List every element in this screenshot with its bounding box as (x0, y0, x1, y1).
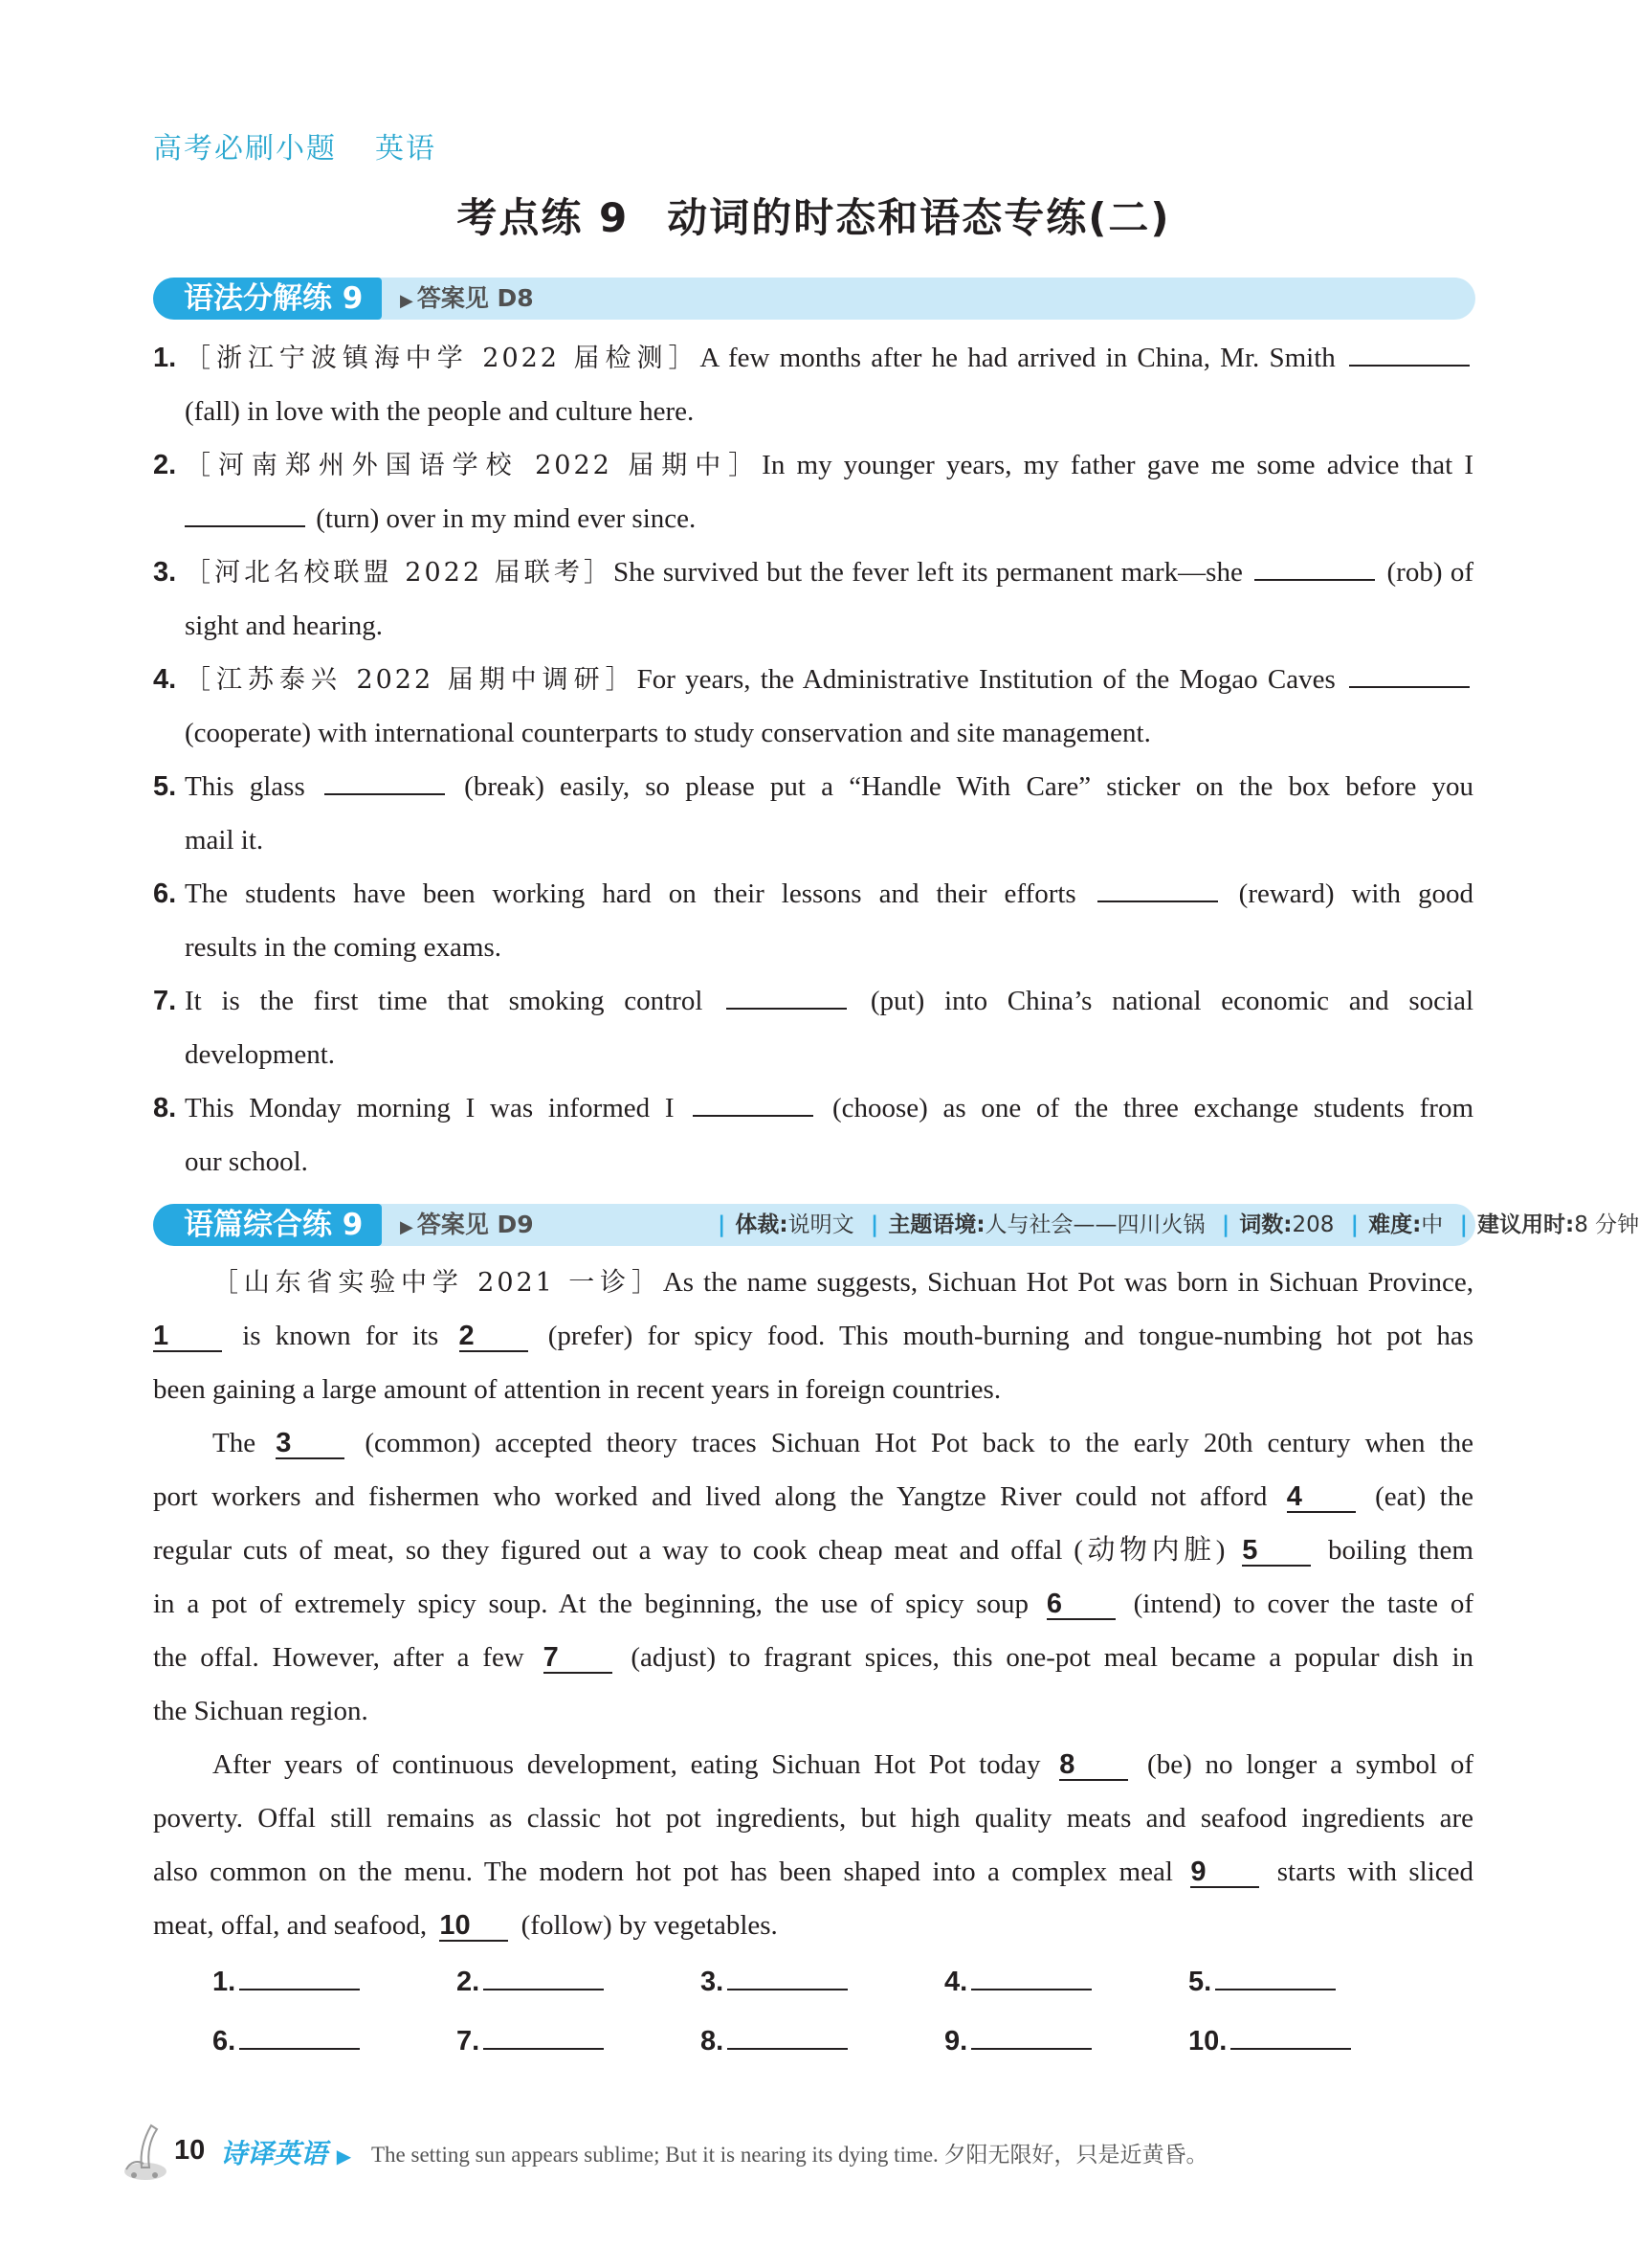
question-4-line2: (cooperate) with international counterparts to study conservation and site management. (185, 718, 1151, 748)
numbered-blank[interactable]: 6 (1047, 1590, 1116, 1620)
answer-slot-9[interactable]: 9. (944, 2021, 1092, 2057)
passage-p2-line4: in a pot of extremely spicy soup. At the beginning, the use of spicy soup 6 (intend) to cover the taste of (153, 1589, 1473, 1619)
question-2-line1: ［河南郑州外国语学校 2022 届期中］In my younger years, my father gave me some advice that I (185, 450, 1473, 480)
subject-label: 英语 (375, 132, 436, 166)
answer-reference: ▶ 答案见 D9 (400, 1211, 534, 1238)
section-header-passage (153, 1204, 1639, 1246)
passage-p1-line1: ［山东省实验中学 2021 一诊］As the name suggests, Sichuan Hot Pot was born in Sichuan Province, (212, 1267, 1473, 1298)
answer-blank[interactable] (185, 499, 305, 527)
question-2-line2: (turn) over in my mind ever since. (185, 492, 1473, 545)
question-number: 7. (153, 986, 177, 1016)
passage-p3-line4: meat, offal, and seafood, 10 (follow) by vegetables. (153, 1910, 778, 1941)
passage-p2-line3: regular cuts of meat, so they figured out a way to cook cheap meat and offal (动物内脏) 5 boiling them (153, 1535, 1473, 1566)
passage-p1-line3: been gaining a large amount of attention in recent years in foreign countries. (153, 1374, 1002, 1405)
numbered-blank[interactable]: 4 (1287, 1482, 1356, 1513)
passage-p3-line3: also common on the menu. The modern hot pot has been shaped into a complex meal 9 starts with sliced (153, 1857, 1474, 1887)
section-header-grammar (153, 278, 1475, 320)
answer-reference: ▶ 答案见 D8 (400, 284, 534, 312)
question-6-line1: The students have been working hard on their lessons and their efforts (reward) with good (185, 867, 1473, 921)
play-triangle-icon: ▶ (400, 291, 413, 311)
page-number: 10 (174, 2135, 206, 2166)
passage-p3-line1: After years of continuous development, eating Sichuan Hot Pot today 8 (be) no longer a symbol of (212, 1749, 1474, 1780)
answer-slot-3[interactable]: 3. (700, 1962, 848, 1998)
numbered-blank[interactable]: 2 (459, 1322, 528, 1352)
question-3-line1: ［河北名校联盟 2022 届联考］She survived but the fever left its permanent mark—she (rob) of (185, 545, 1473, 600)
question-3-line2: sight and hearing. (185, 611, 383, 641)
question-6-line2: results in the coming exams. (185, 932, 502, 963)
page-title-part2: 动词的时态和语态专练(二) (667, 194, 1171, 241)
question-5-line1: This glass (break) easily, so please put a “Handle With Care” sticker on the box before you (185, 760, 1473, 813)
passage-p1-line2: 1 is known for its 2 (prefer) for spicy food. This mouth-burning and tongue-numbing hot pot has (153, 1321, 1474, 1351)
series-title: 高考必刷小题 (153, 132, 337, 166)
page-title-part1: 考点练 9 (456, 194, 630, 241)
answer-slot-2[interactable]: 2. (456, 1962, 604, 1998)
numbered-blank[interactable]: 8 (1059, 1750, 1128, 1781)
play-triangle-icon: ▶ (400, 1217, 413, 1237)
running-header (153, 124, 436, 167)
section-label: 语法分解练 9 (153, 278, 382, 320)
question-number: 3. (153, 557, 177, 588)
answer-blank[interactable] (1349, 338, 1470, 367)
question-number: 4. (153, 664, 177, 695)
answer-slot-8[interactable]: 8. (700, 2021, 848, 2057)
page-footer (115, 2120, 1359, 2187)
answer-blank[interactable] (1349, 659, 1470, 688)
numbered-blank[interactable]: 3 (276, 1429, 344, 1459)
answer-slot-10[interactable]: 10. (1188, 2021, 1351, 2057)
question-1-line1: ［浙江宁波镇海中学 2022 届检测］A few months after he had arrived in China, Mr. Smith (185, 331, 1473, 386)
answer-slot-5[interactable]: 5. (1188, 1962, 1336, 1998)
numbered-blank[interactable]: 5 (1242, 1536, 1311, 1567)
answer-slot-4[interactable]: 4. (944, 1962, 1092, 1998)
footer-brand: 诗译英语 ▶ (220, 2138, 352, 2169)
passage-p2-line2: port workers and fishermen who worked and lived along the Yangtze River could not afford 4 (eat) the (153, 1481, 1474, 1512)
answer-blank[interactable] (1254, 552, 1375, 581)
question-number: 2. (153, 450, 177, 480)
quill-mascot-icon (115, 2120, 182, 2187)
answer-blank[interactable] (693, 1088, 813, 1117)
question-number: 1. (153, 343, 177, 373)
numbered-blank[interactable]: 7 (543, 1643, 612, 1674)
numbered-blank[interactable]: 10 (439, 1911, 508, 1942)
question-8-line1: This Monday morning I was informed I (choose) as one of the three exchange students from (185, 1081, 1473, 1135)
answer-blank[interactable] (324, 767, 445, 795)
numbered-blank[interactable]: 9 (1190, 1857, 1259, 1888)
question-5-line2: mail it. (185, 825, 264, 856)
numbered-blank[interactable]: 1 (153, 1322, 222, 1352)
answer-blank[interactable] (726, 981, 847, 1010)
passage-meta: | 体裁:说明文 | 主题语境:人与社会——四川火锅 | 词数:208 | 难度:中 | 建议用时:8 分钟 (718, 1212, 1639, 1237)
passage-p2-line5: the offal. However, after a few 7 (adjust) to fragrant spices, this one-pot meal became a popular dish in (153, 1642, 1474, 1673)
question-7-line1: It is the first time that smoking control (put) into China’s national economic and social (185, 974, 1473, 1028)
question-8-line2: our school. (185, 1146, 308, 1177)
passage-p2-line6: the Sichuan region. (153, 1696, 368, 1726)
footer-quote: The setting sun appears sublime; But it is nearing its dying time. 夕阳无限好，只是近黄昏。 (371, 2143, 1208, 2167)
answer-slot-6[interactable]: 6. (212, 2021, 360, 2057)
question-number: 6. (153, 878, 177, 909)
answer-slot-7[interactable]: 7. (456, 2021, 604, 2057)
question-number: 5. (153, 771, 177, 802)
passage-p3-line2: poverty. Offal still remains as classic hot pot ingredients, but high quality meats and seafood ingredients are (153, 1803, 1473, 1834)
question-7-line2: development. (185, 1039, 336, 1070)
section-label: 语篇综合练 9 (153, 1204, 382, 1246)
passage-p2-line1: The 3 (common) accepted theory traces Sichuan Hot Pot back to the early 20th century when the (212, 1428, 1473, 1458)
answer-slot-1[interactable]: 1. (212, 1962, 360, 1998)
question-4-line1: ［江苏泰兴 2022 届期中调研］For years, the Administrative Institution of the Mogao Caves (185, 653, 1473, 707)
question-1-line2: (fall) in love with the people and culture here. (185, 396, 695, 427)
question-number: 8. (153, 1093, 177, 1123)
page-title (0, 187, 1628, 244)
answer-blank[interactable] (1097, 874, 1218, 902)
